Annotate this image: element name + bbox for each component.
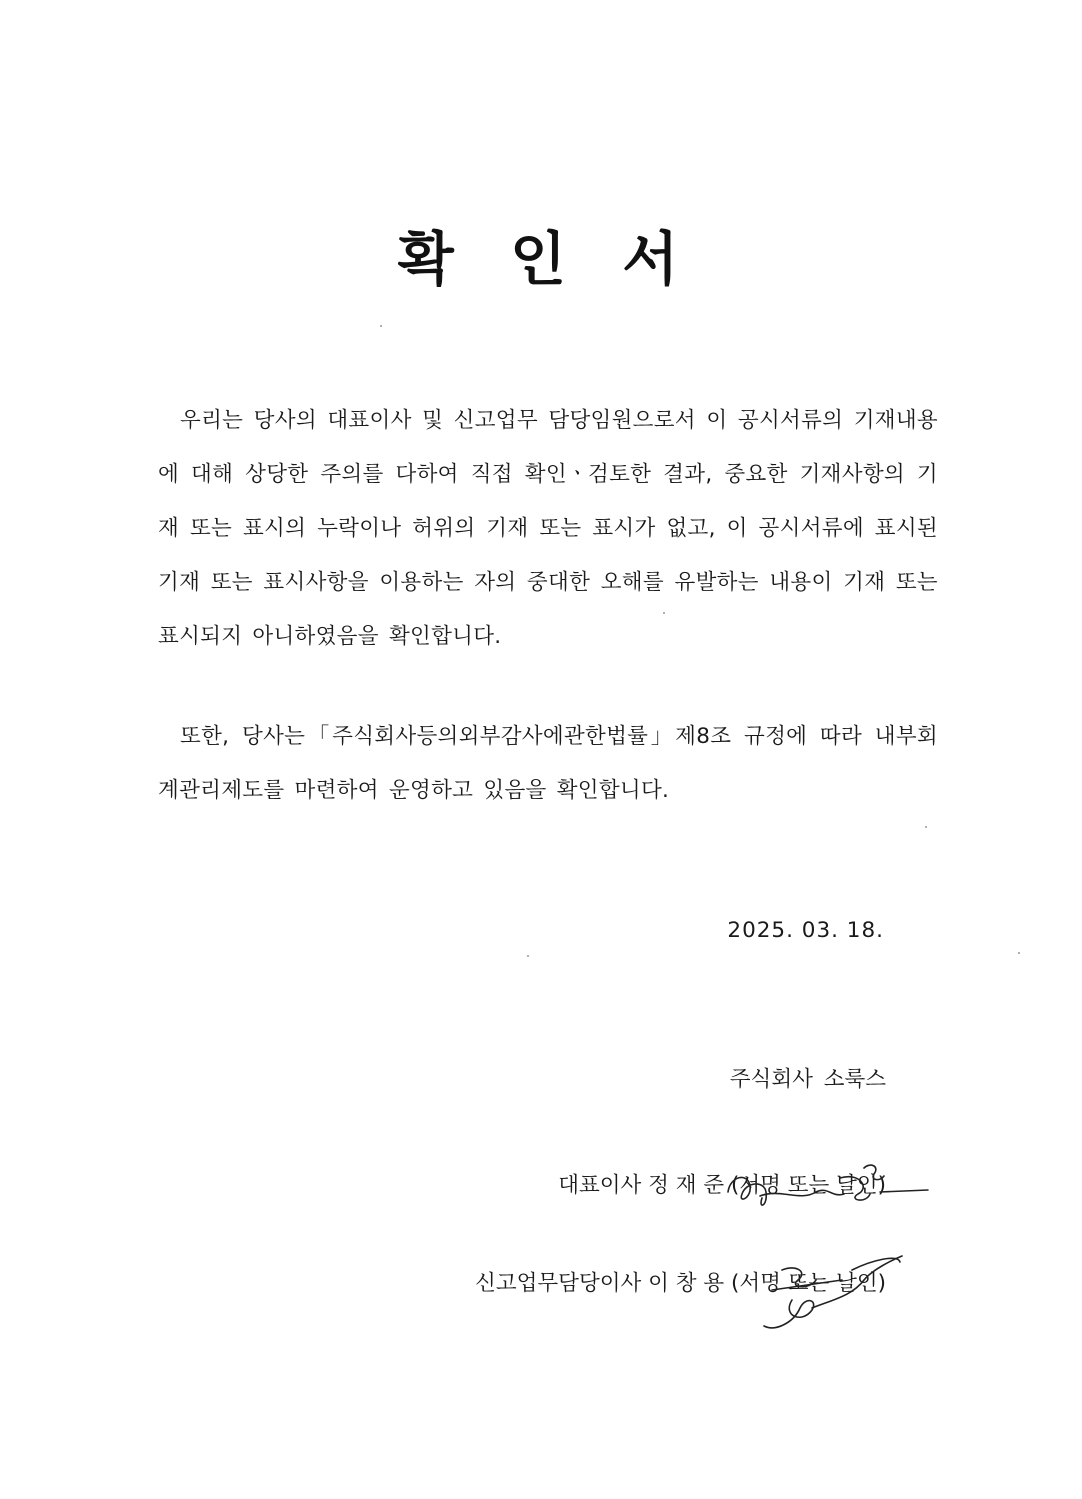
document-date: 2025. 03. 18. (727, 918, 884, 943)
signer-role: 대표이사 (558, 1173, 642, 1198)
scan-speck (1018, 952, 1020, 954)
signer-role: 신고업무담당이사 (475, 1271, 642, 1296)
scan-speck (925, 826, 927, 828)
document-title: 확 인 서 (397, 225, 697, 293)
scan-speck (527, 955, 529, 957)
signer-name: 이 창 용 (648, 1271, 725, 1296)
handwritten-signature-ceo (720, 1158, 940, 1228)
scan-speck (663, 612, 665, 614)
confirmation-paragraph-2: 또한, 당사는「주식회사등의외부감사에관한법률」제8조 규정에 따라 내부회계관리제도를 마련하여 운영하고 있음을 확인합니다. (158, 724, 938, 803)
handwritten-signature-officer (752, 1250, 912, 1340)
company-name: 주식회사 소룩스 (729, 1067, 886, 1092)
sign-note: (서명 또는 날인) (730, 1271, 886, 1296)
signer-name: 정 재 준 (648, 1173, 725, 1198)
sign-note: (서명 또는 날인) (730, 1173, 886, 1198)
scan-speck (380, 325, 382, 327)
confirmation-paragraph-1: 우리는 당사의 대표이사 및 신고업무 담당임원으로서 이 공시서류의 기재내용에 대해 상당한 주의를 다하여 직접 확인ㆍ검토한 결과, 중요한 기재사항의 기재 또는 표시의 누락이나 허위의 기재 또는 표시가 없고, 이 공시서류에 표시된 기재 또는 표시사항을 이용하는 자의 중대한 오해를 유발하는 내용이 기재 또는 표시되지 아니하였음을 확인합니다. (158, 408, 938, 649)
